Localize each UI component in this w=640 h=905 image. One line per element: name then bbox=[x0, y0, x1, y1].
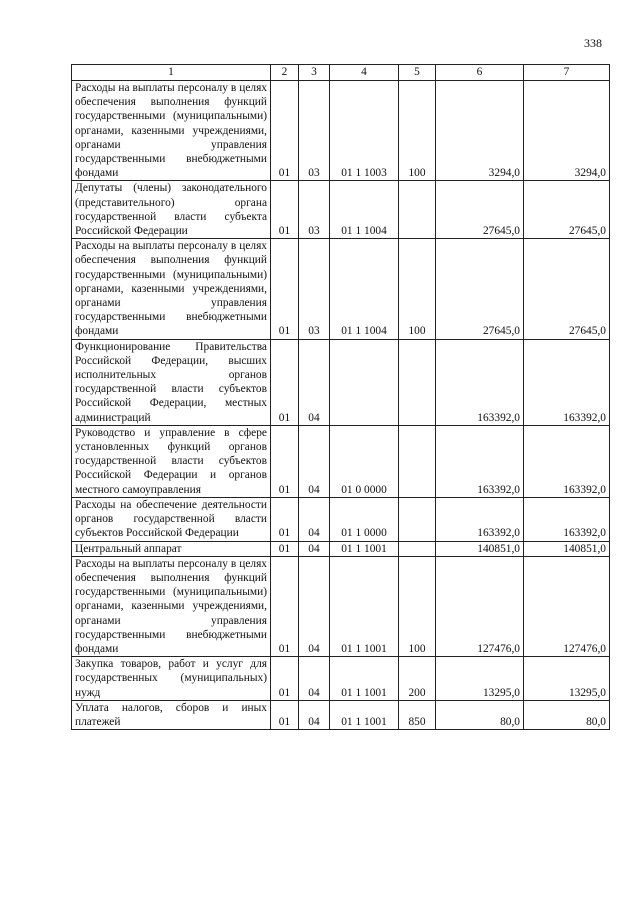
row-subsection: 03 bbox=[299, 239, 330, 339]
page-number: 338 bbox=[584, 36, 602, 50]
table-row bbox=[72, 239, 610, 339]
row-sum-1: 163392,0 bbox=[436, 497, 524, 541]
row-expense-type bbox=[399, 425, 436, 497]
row-sum-2: 3294,0 bbox=[524, 81, 610, 181]
row-sum-2: 163392,0 bbox=[524, 425, 610, 497]
header-row bbox=[72, 65, 610, 81]
row-sum-1: 27645,0 bbox=[436, 181, 524, 239]
row-name: Расходы на выплаты персоналу в целях обеспечения выполнения функций государственными (муниципальными) органами, казенными учреждениями, органами управления государственными внебюджетными фондами bbox=[72, 239, 271, 339]
row-sum-1: 127476,0 bbox=[436, 556, 524, 656]
row-target-article bbox=[330, 339, 399, 425]
table-row bbox=[72, 541, 610, 556]
row-sum-1: 27645,0 bbox=[436, 239, 524, 339]
row-expense-type bbox=[399, 181, 436, 239]
row-subsection: 04 bbox=[299, 339, 330, 425]
row-subsection: 04 bbox=[299, 700, 330, 729]
row-target-article: 01 1 1001 bbox=[330, 556, 399, 656]
header-col-1: 1 bbox=[72, 65, 271, 81]
header-col-6: 6 bbox=[436, 65, 524, 81]
table-row bbox=[72, 497, 610, 541]
table-row bbox=[72, 181, 610, 239]
row-target-article: 01 1 1001 bbox=[330, 700, 399, 729]
row-sum-1: 3294,0 bbox=[436, 81, 524, 181]
row-sum-2: 27645,0 bbox=[524, 239, 610, 339]
header-col-2: 2 bbox=[271, 65, 299, 81]
row-section: 01 bbox=[271, 657, 299, 701]
row-subsection: 04 bbox=[299, 541, 330, 556]
row-sum-1: 80,0 bbox=[436, 700, 524, 729]
header-col-5: 5 bbox=[399, 65, 436, 81]
row-target-article: 01 1 1004 bbox=[330, 239, 399, 339]
row-subsection: 04 bbox=[299, 497, 330, 541]
row-name: Уплата налогов, сборов и иных платежей bbox=[72, 700, 271, 729]
row-sum-2: 140851,0 bbox=[524, 541, 610, 556]
row-target-article: 01 1 1001 bbox=[330, 541, 399, 556]
row-target-article: 01 1 0000 bbox=[330, 497, 399, 541]
row-section: 01 bbox=[271, 339, 299, 425]
row-subsection: 03 bbox=[299, 181, 330, 239]
row-subsection: 03 bbox=[299, 81, 330, 181]
row-expense-type: 100 bbox=[399, 81, 436, 181]
row-target-article: 01 1 1001 bbox=[330, 657, 399, 701]
row-subsection: 04 bbox=[299, 556, 330, 656]
row-expense-type: 100 bbox=[399, 556, 436, 656]
table-row bbox=[72, 657, 610, 701]
header-col-4: 4 bbox=[330, 65, 399, 81]
row-sum-1: 163392,0 bbox=[436, 425, 524, 497]
row-name: Закупка товаров, работ и услуг для государственных (муниципальных) нужд bbox=[72, 657, 271, 701]
row-section: 01 bbox=[271, 700, 299, 729]
row-target-article: 01 1 1004 bbox=[330, 181, 399, 239]
row-target-article: 01 1 1003 bbox=[330, 81, 399, 181]
row-sum-2: 163392,0 bbox=[524, 339, 610, 425]
row-sum-2: 163392,0 bbox=[524, 497, 610, 541]
row-sum-2: 127476,0 bbox=[524, 556, 610, 656]
row-sum-2: 80,0 bbox=[524, 700, 610, 729]
header-col-7: 7 bbox=[524, 65, 610, 81]
row-name: Расходы на обеспечение деятельности органов государственной власти субъектов Российской Федерации bbox=[72, 497, 271, 541]
row-expense-type: 850 bbox=[399, 700, 436, 729]
row-section: 01 bbox=[271, 81, 299, 181]
header-col-3: 3 bbox=[299, 65, 330, 81]
row-sum-1: 163392,0 bbox=[436, 339, 524, 425]
row-sum-1: 140851,0 bbox=[436, 541, 524, 556]
row-sum-1: 13295,0 bbox=[436, 657, 524, 701]
table-row bbox=[72, 556, 610, 656]
row-sum-2: 13295,0 bbox=[524, 657, 610, 701]
budget-table bbox=[71, 64, 610, 730]
row-section: 01 bbox=[271, 497, 299, 541]
row-name: Депутаты (члены) законодательного (представительного) органа государственной власти субъекта Российской Федерации bbox=[72, 181, 271, 239]
table-row bbox=[72, 81, 610, 181]
row-target-article: 01 0 0000 bbox=[330, 425, 399, 497]
table-row bbox=[72, 339, 610, 425]
row-name: Функционирование Правительства Российской Федерации, высших исполнительных органов государственной власти субъектов Российской Федерации, местных администраций bbox=[72, 339, 271, 425]
row-expense-type: 100 bbox=[399, 239, 436, 339]
row-sum-2: 27645,0 bbox=[524, 181, 610, 239]
row-name: Расходы на выплаты персоналу в целях обеспечения выполнения функций государственными (муниципальными) органами, казенными учреждениями, органами управления государственными внебюджетными фондами bbox=[72, 556, 271, 656]
row-section: 01 bbox=[271, 556, 299, 656]
row-expense-type bbox=[399, 497, 436, 541]
row-name: Центральный аппарат bbox=[72, 541, 271, 556]
row-expense-type bbox=[399, 541, 436, 556]
row-name: Руководство и управление в сфере установленных функций органов государственной власти субъектов Российской Федерации и органов местного самоуправления bbox=[72, 425, 271, 497]
row-name: Расходы на выплаты персоналу в целях обеспечения выполнения функций государственными (муниципальными) органами, казенными учреждениями, органами управления государственными внебюджетными фондами bbox=[72, 81, 271, 181]
row-expense-type: 200 bbox=[399, 657, 436, 701]
row-section: 01 bbox=[271, 239, 299, 339]
row-subsection: 04 bbox=[299, 425, 330, 497]
table-row bbox=[72, 425, 610, 497]
row-expense-type bbox=[399, 339, 436, 425]
row-section: 01 bbox=[271, 425, 299, 497]
row-subsection: 04 bbox=[299, 657, 330, 701]
row-section: 01 bbox=[271, 181, 299, 239]
table-row bbox=[72, 700, 610, 729]
row-section: 01 bbox=[271, 541, 299, 556]
